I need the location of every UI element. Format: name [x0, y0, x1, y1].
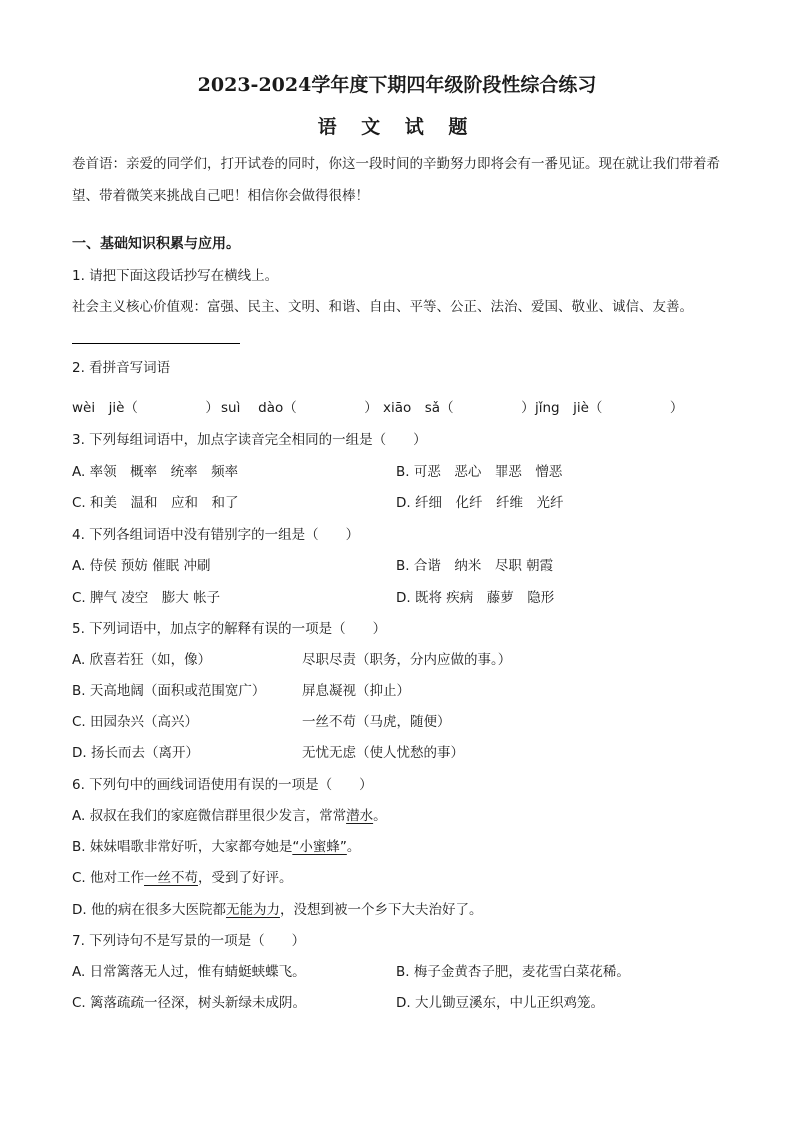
option-c-left: C. 田园杂兴（高兴） — [72, 714, 199, 730]
option-text: A. 叔叔在我们的家庭微信群里很少发言，常常 — [72, 808, 347, 824]
question-4-stem: 4. 下列各组词语中没有错别字的一组是（ ） — [72, 527, 360, 543]
option-b — [72, 837, 360, 857]
underlined-term: 无能为力 — [225, 902, 280, 918]
intro-paragraph: 卷首语：亲爱的同学们，打开试卷的同时，你这一段时间的辛勤努力即将会有一番见证。现在就让我们带着希望、带着微笑来挑战自己吧！相信你会做得很棒！ — [72, 156, 720, 204]
pinyin-item-2: suì dào（ ） — [221, 400, 378, 416]
option-text: B. 妹妹唱歌非常好听，大家都夸她是 — [72, 839, 293, 855]
question-2-stem: 2. 看拼音写词语 — [72, 360, 171, 376]
option-d-left: D. 扬长而去（离开） — [72, 745, 199, 761]
option-text: C. 他对工作 — [72, 870, 145, 886]
option-a: A. 侍侯 预妨 催眠 冲刷 — [72, 558, 211, 574]
option-a: A. 率领 概率 统率 频率 — [72, 464, 239, 480]
option-d: D. 大儿锄豆溪东，中儿正织鸡笼。 — [396, 995, 604, 1011]
option-text: ，没想到被一个乡下大夫治好了。 — [279, 902, 483, 918]
question-7-stem: 7. 下列诗句不是写景的一项是（ ） — [72, 933, 306, 949]
option-a-right: 尽职尽责（职务，分内应做的事。） — [302, 652, 512, 668]
option-d: D. 纤细 化纤 纤维 光纤 — [396, 495, 564, 511]
option-c: C. 脾气 凌空 膨大 帐子 — [72, 590, 221, 606]
option-d — [72, 900, 482, 920]
option-d: D. 既将 疾病 藤萝 隐形 — [396, 590, 555, 606]
option-c-right: 一丝不苟（马虎，随便） — [302, 714, 451, 730]
answer-line[interactable] — [72, 343, 240, 344]
question-1-stem: 1. 请把下面这段话抄写在横线上。 — [72, 268, 279, 284]
option-d-right: 无忧无虑（使人忧愁的事） — [302, 745, 464, 761]
option-b: B. 合谐 纳米 尽职 朝霞 — [396, 558, 554, 574]
option-c — [72, 868, 293, 888]
option-b: B. 可恶 恶心 罪恶 憎恶 — [396, 464, 563, 480]
question-6-stem: 6. 下列句中的画线词语使用有误的一项是（ ） — [72, 777, 373, 793]
option-a: A. 日常篱落无人过，惟有蜻蜓蛱蝶飞。 — [72, 964, 306, 980]
option-text: 。 — [346, 839, 361, 855]
option-b-right: 屏息凝视（抑止） — [302, 683, 410, 699]
page-title: 2023-2024学年度下期四年级阶段性综合练习 — [197, 74, 597, 96]
section-heading: 一、基础知识积累与应用。 — [72, 236, 240, 252]
option-c: C. 和美 温和 应和 和了 — [72, 495, 239, 511]
pinyin-item-1: wèi jiè（ ） — [72, 400, 219, 416]
question-3-stem: 3. 下列每组词语中，加点字读音完全相同的一组是（ ） — [72, 432, 427, 448]
option-b: B. 梅子金黄杏子肥，麦花雪白菜花稀。 — [396, 964, 630, 980]
option-text: D. 他的病在很多大医院都 — [72, 902, 226, 918]
option-c: C. 篱落疏疏一径深，树头新绿未成阴。 — [72, 995, 307, 1011]
pinyin-item-4: jǐng jiè（ ） — [535, 400, 684, 416]
option-a-left: A. 欣喜若狂（如，像） — [72, 652, 212, 668]
option-text: ，受到了好评。 — [198, 870, 293, 886]
pinyin-item-3: xiāo sǎ（ ） — [383, 400, 535, 416]
underlined-term: 潜水 — [346, 808, 374, 824]
underlined-term: 一丝不苟 — [144, 870, 199, 886]
option-a — [72, 806, 387, 826]
option-b-left: B. 天高地阔（面积或范围宽广） — [72, 683, 266, 699]
option-text: 。 — [373, 808, 387, 824]
underlined-term: “小蜜蜂” — [292, 839, 347, 855]
question-1-text: 社会主义核心价值观：富强、民主、文明、和谐、自由、平等、公正、法治、爱国、敬业、诚信、友善。 — [72, 299, 693, 315]
page-subtitle: 语 文 试 题 — [317, 116, 477, 138]
question-5-stem: 5. 下列词语中，加点字的解释有误的一项是（ ） — [72, 621, 387, 637]
